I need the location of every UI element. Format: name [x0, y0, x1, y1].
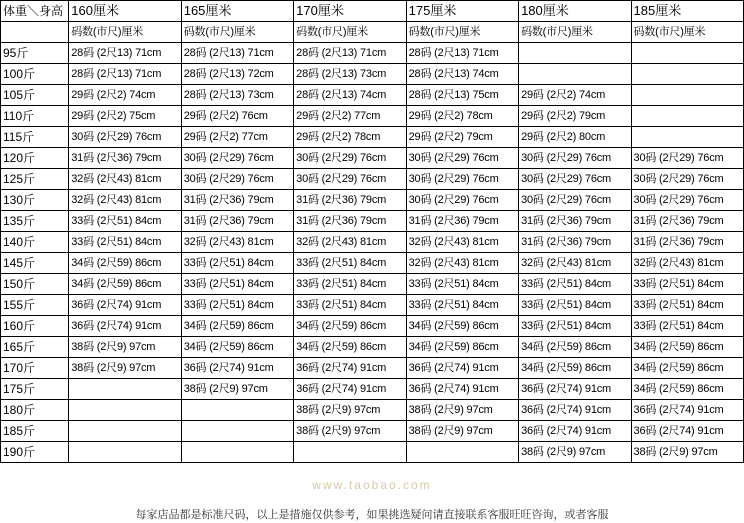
size-cell: 30码 (2尺29) 76cm	[406, 148, 518, 169]
unit-cell-160: 码数(市尺)厘米	[69, 22, 181, 43]
size-cell	[631, 127, 743, 148]
size-cell: 33码 (2尺51) 84cm	[181, 274, 293, 295]
row-header-weight: 130斤	[1, 190, 69, 211]
column-header-185: 185厘米	[631, 1, 743, 22]
size-cell: 33码 (2尺51) 84cm	[69, 211, 181, 232]
row-header-weight: 145斤	[1, 253, 69, 274]
size-cell	[406, 442, 518, 463]
size-cell: 34码 (2尺59) 86cm	[294, 337, 406, 358]
table-row	[1, 43, 744, 64]
size-cell: 34码 (2尺59) 86cm	[631, 337, 743, 358]
size-cell: 28码 (2尺13) 74cm	[406, 64, 518, 85]
table-header-row	[1, 1, 744, 22]
column-header-165: 165厘米	[181, 1, 293, 22]
table-row	[1, 421, 744, 442]
corner-label: 体重＼身高	[1, 1, 69, 22]
size-cell	[181, 442, 293, 463]
size-cell: 28码 (2尺13) 72cm	[181, 64, 293, 85]
size-cell: 38码 (2尺9) 97cm	[406, 421, 518, 442]
size-cell: 38码 (2尺9) 97cm	[294, 421, 406, 442]
table-row	[1, 358, 744, 379]
size-cell: 31码 (2尺36) 79cm	[631, 232, 743, 253]
size-cell: 31码 (2尺36) 79cm	[69, 148, 181, 169]
size-cell: 29码 (2尺2) 79cm	[406, 127, 518, 148]
size-cell: 36码 (2尺74) 91cm	[294, 358, 406, 379]
column-header-180: 180厘米	[519, 1, 631, 22]
size-cell	[519, 64, 631, 85]
size-cell: 29码 (2尺2) 74cm	[69, 85, 181, 106]
unit-row-corner	[1, 22, 69, 43]
size-cell: 31码 (2尺36) 79cm	[181, 190, 293, 211]
table-row	[1, 337, 744, 358]
size-cell: 38码 (2尺9) 97cm	[631, 442, 743, 463]
table-row	[1, 148, 744, 169]
size-cell: 34码 (2尺59) 86cm	[181, 316, 293, 337]
table-row	[1, 85, 744, 106]
size-cell: 38码 (2尺9) 97cm	[69, 358, 181, 379]
size-cell: 29码 (2尺2) 76cm	[181, 106, 293, 127]
size-cell: 28码 (2尺13) 75cm	[406, 85, 518, 106]
size-cell: 28码 (2尺13) 71cm	[69, 64, 181, 85]
row-header-weight: 115斤	[1, 127, 69, 148]
size-cell: 28码 (2尺13) 74cm	[294, 85, 406, 106]
size-cell: 34码 (2尺59) 86cm	[519, 337, 631, 358]
row-header-weight: 180斤	[1, 400, 69, 421]
table-row	[1, 64, 744, 85]
table-row	[1, 232, 744, 253]
size-cell: 34码 (2尺59) 86cm	[519, 358, 631, 379]
table-row	[1, 316, 744, 337]
table-row	[1, 253, 744, 274]
unit-cell-165: 码数(市尺)厘米	[181, 22, 293, 43]
size-cell: 30码 (2尺29) 76cm	[631, 148, 743, 169]
table-row	[1, 274, 744, 295]
unit-cell-185: 码数(市尺)厘米	[631, 22, 743, 43]
size-cell: 33码 (2尺51) 84cm	[406, 274, 518, 295]
row-header-weight: 160斤	[1, 316, 69, 337]
size-cell: 30码 (2尺29) 76cm	[294, 148, 406, 169]
size-cell: 32码 (2尺43) 81cm	[69, 190, 181, 211]
column-header-160: 160厘米	[69, 1, 181, 22]
column-header-170: 170厘米	[294, 1, 406, 22]
size-cell: 30码 (2尺29) 76cm	[181, 148, 293, 169]
size-cell: 30码 (2尺29) 76cm	[406, 190, 518, 211]
row-header-weight: 190斤	[1, 442, 69, 463]
size-cell: 28码 (2尺13) 71cm	[69, 43, 181, 64]
size-cell: 29码 (2尺2) 78cm	[406, 106, 518, 127]
size-cell: 36码 (2尺74) 91cm	[69, 316, 181, 337]
row-header-weight: 100斤	[1, 64, 69, 85]
size-cell: 28码 (2尺13) 71cm	[406, 43, 518, 64]
size-cell: 30码 (2尺29) 76cm	[519, 148, 631, 169]
size-cell: 32码 (2尺43) 81cm	[406, 253, 518, 274]
size-cell: 38码 (2尺9) 97cm	[294, 400, 406, 421]
size-cell: 33码 (2尺51) 84cm	[519, 274, 631, 295]
size-cell: 29码 (2尺2) 74cm	[519, 85, 631, 106]
size-cell	[69, 442, 181, 463]
row-header-weight: 110斤	[1, 106, 69, 127]
size-cell: 34码 (2尺59) 86cm	[69, 274, 181, 295]
size-cell: 36码 (2尺74) 91cm	[631, 400, 743, 421]
table-row	[1, 400, 744, 421]
row-header-weight: 170斤	[1, 358, 69, 379]
size-cell: 32码 (2尺43) 81cm	[181, 232, 293, 253]
size-cell: 33码 (2尺51) 84cm	[181, 295, 293, 316]
table-row	[1, 211, 744, 232]
size-cell: 34码 (2尺59) 86cm	[294, 316, 406, 337]
size-cell: 28码 (2尺13) 71cm	[181, 43, 293, 64]
size-cell: 36码 (2尺74) 91cm	[519, 400, 631, 421]
size-cell	[631, 43, 743, 64]
size-cell: 30码 (2尺29) 76cm	[631, 190, 743, 211]
size-cell: 30码 (2尺29) 76cm	[519, 190, 631, 211]
size-cell: 31码 (2尺36) 79cm	[406, 211, 518, 232]
size-cell: 34码 (2尺59) 86cm	[406, 337, 518, 358]
size-cell: 30码 (2尺29) 76cm	[631, 169, 743, 190]
size-cell: 31码 (2尺36) 79cm	[181, 211, 293, 232]
size-cell: 30码 (2尺29) 76cm	[519, 169, 631, 190]
size-cell: 38码 (2尺9) 97cm	[519, 442, 631, 463]
row-header-weight: 165斤	[1, 337, 69, 358]
unit-cell-180: 码数(市尺)厘米	[519, 22, 631, 43]
size-cell	[631, 64, 743, 85]
size-cell: 33码 (2尺51) 84cm	[631, 316, 743, 337]
size-cell: 29码 (2尺2) 75cm	[69, 106, 181, 127]
table-row	[1, 127, 744, 148]
row-header-weight: 175斤	[1, 379, 69, 400]
size-cell: 36码 (2尺74) 91cm	[181, 358, 293, 379]
size-cell: 29码 (2尺2) 79cm	[519, 106, 631, 127]
size-cell: 29码 (2尺2) 80cm	[519, 127, 631, 148]
row-header-weight: 155斤	[1, 295, 69, 316]
size-cell: 38码 (2尺9) 97cm	[181, 379, 293, 400]
size-cell	[631, 85, 743, 106]
size-cell: 31码 (2尺36) 79cm	[519, 232, 631, 253]
size-cell: 32码 (2尺43) 81cm	[294, 232, 406, 253]
size-cell: 31码 (2尺36) 79cm	[294, 190, 406, 211]
size-cell	[519, 43, 631, 64]
size-cell: 34码 (2尺59) 86cm	[69, 253, 181, 274]
size-cell: 30码 (2尺29) 76cm	[69, 127, 181, 148]
size-cell: 33码 (2尺51) 84cm	[181, 253, 293, 274]
size-cell: 31码 (2尺36) 79cm	[631, 211, 743, 232]
size-cell: 33码 (2尺51) 84cm	[294, 274, 406, 295]
size-cell: 36码 (2尺74) 91cm	[294, 379, 406, 400]
unit-cell-175: 码数(市尺)厘米	[406, 22, 518, 43]
row-header-weight: 95斤	[1, 43, 69, 64]
size-cell: 33码 (2尺51) 84cm	[631, 295, 743, 316]
size-cell: 29码 (2尺2) 77cm	[294, 106, 406, 127]
size-cell: 38码 (2尺9) 97cm	[406, 400, 518, 421]
size-cell: 34码 (2尺59) 86cm	[406, 316, 518, 337]
size-cell: 29码 (2尺2) 77cm	[181, 127, 293, 148]
size-cell: 36码 (2尺74) 91cm	[406, 358, 518, 379]
table-row	[1, 379, 744, 400]
size-cell	[181, 400, 293, 421]
size-cell: 32码 (2尺43) 81cm	[631, 253, 743, 274]
size-cell	[69, 400, 181, 421]
row-header-weight: 150斤	[1, 274, 69, 295]
table-row	[1, 106, 744, 127]
size-cell: 33码 (2尺51) 84cm	[519, 295, 631, 316]
unit-cell-170: 码数(市尺)厘米	[294, 22, 406, 43]
size-cell: 30码 (2尺29) 76cm	[294, 169, 406, 190]
footnote-text: 每家店品都是标准尺码，以上是措施仅供参考，如果挑选疑问请直接联系客服旺旺咨询，或者客服	[135, 509, 609, 521]
table-row	[1, 442, 744, 463]
row-header-weight: 120斤	[1, 148, 69, 169]
size-cell: 36码 (2尺74) 91cm	[519, 421, 631, 442]
size-cell: 33码 (2尺51) 84cm	[631, 274, 743, 295]
size-cell: 28码 (2尺13) 73cm	[181, 85, 293, 106]
table-row	[1, 169, 744, 190]
size-cell: 32码 (2尺43) 81cm	[406, 232, 518, 253]
size-cell: 30码 (2尺29) 76cm	[181, 169, 293, 190]
size-cell: 38码 (2尺9) 97cm	[69, 337, 181, 358]
row-header-weight: 125斤	[1, 169, 69, 190]
size-cell: 32码 (2尺43) 81cm	[519, 253, 631, 274]
size-cell: 28码 (2尺13) 73cm	[294, 64, 406, 85]
size-cell	[631, 106, 743, 127]
size-cell: 33码 (2尺51) 84cm	[69, 232, 181, 253]
size-cell: 33码 (2尺51) 84cm	[294, 295, 406, 316]
size-cell: 34码 (2尺59) 86cm	[631, 358, 743, 379]
size-cell: 30码 (2尺29) 76cm	[406, 169, 518, 190]
size-cell: 33码 (2尺51) 84cm	[519, 316, 631, 337]
size-cell	[294, 442, 406, 463]
size-cell: 36码 (2尺74) 91cm	[631, 421, 743, 442]
column-header-175: 175厘米	[406, 1, 518, 22]
size-cell	[181, 421, 293, 442]
size-cell: 34码 (2尺59) 86cm	[181, 337, 293, 358]
size-cell	[69, 379, 181, 400]
size-cell: 36码 (2尺74) 91cm	[69, 295, 181, 316]
size-cell: 33码 (2尺51) 84cm	[406, 295, 518, 316]
table-row	[1, 295, 744, 316]
table-unit-row	[1, 22, 744, 43]
row-header-weight: 135斤	[1, 211, 69, 232]
size-cell: 29码 (2尺2) 78cm	[294, 127, 406, 148]
size-cell: 31码 (2尺36) 79cm	[519, 211, 631, 232]
size-cell	[69, 421, 181, 442]
size-cell: 34码 (2尺59) 86cm	[631, 379, 743, 400]
watermark-text: www.taobao.com	[312, 478, 432, 492]
row-header-weight: 140斤	[1, 232, 69, 253]
table-row	[1, 190, 744, 211]
size-cell: 28码 (2尺13) 71cm	[294, 43, 406, 64]
size-cell: 32码 (2尺43) 81cm	[69, 169, 181, 190]
size-cell: 33码 (2尺51) 84cm	[294, 253, 406, 274]
size-cell: 36码 (2尺74) 91cm	[519, 379, 631, 400]
row-header-weight: 185斤	[1, 421, 69, 442]
size-cell: 31码 (2尺36) 79cm	[294, 211, 406, 232]
size-cell: 36码 (2尺74) 91cm	[406, 379, 518, 400]
row-header-weight: 105斤	[1, 85, 69, 106]
